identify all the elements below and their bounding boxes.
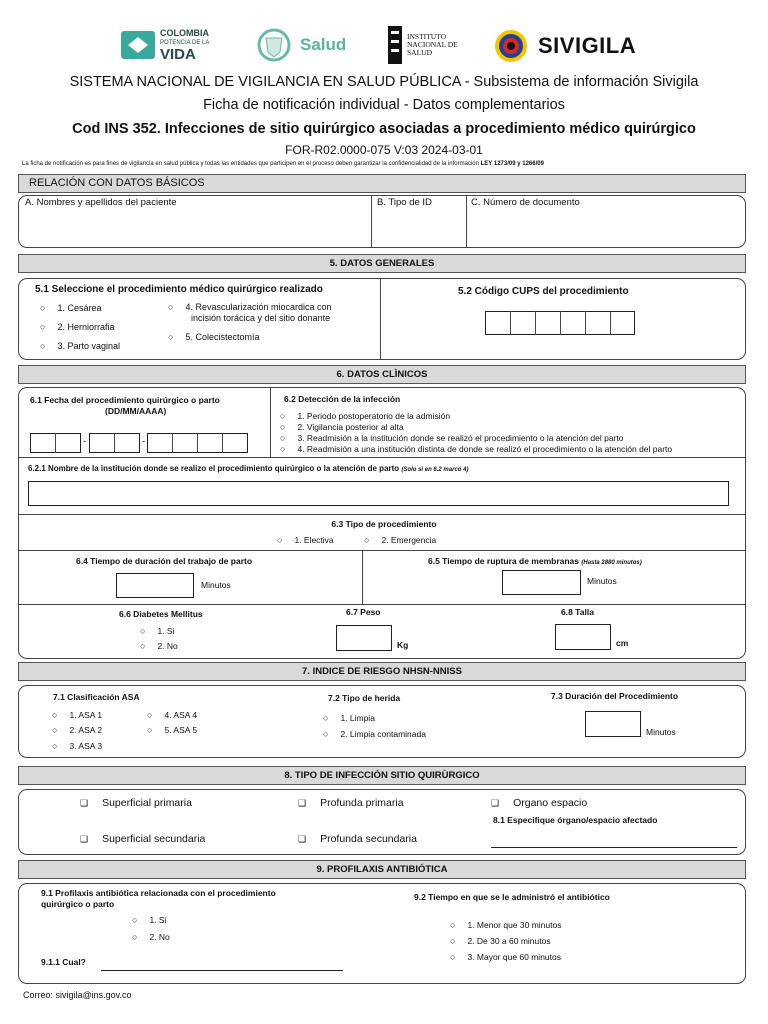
date-divider [197, 433, 198, 453]
cups-divider [535, 311, 536, 335]
procedure-label: 5.1 Seleccione el procedimiento médico quirúrgico realizado [35, 284, 323, 295]
checkbox-superficial-secundaria[interactable]: ❑ Superficial secundaria [80, 833, 205, 845]
radio-asa-2[interactable]: ○ 2. ASA 2 [52, 725, 102, 735]
section8-bar: 8. TIPO DE INFECCIÓN SITIO QUIRÙRGICO [18, 766, 746, 785]
radio-revascularizacion[interactable]: ○ 4. Revascularización miocardica con [168, 302, 332, 312]
cm-label: cm [616, 638, 629, 648]
radio-parto-vaginal[interactable]: ○ 3. Parto vaginal [40, 341, 120, 351]
divider [270, 387, 271, 457]
footer-email[interactable]: Correo: sivigila@ins.gov.co [23, 990, 132, 1000]
ins-logo: INSTITUTO NACIONAL DE SALUD [388, 26, 458, 64]
diabetes-label: 6.6 Diabetes Mellitus [119, 609, 203, 619]
organ-space-input[interactable] [491, 847, 737, 848]
radio-diabetes-si[interactable]: ○ 1. Si [140, 626, 174, 636]
height-input[interactable] [555, 624, 611, 650]
membrane-rupture-input[interactable] [502, 570, 581, 595]
procedure-duration-label: 7.3 Duración del Procedimiento [551, 691, 679, 701]
section5-bar: 5. DATOS GENERALES [18, 254, 746, 273]
ins-emblem-icon [388, 26, 402, 64]
radio-emergencia[interactable]: ○ 2. Emergencia [364, 535, 436, 545]
disclaimer: La ficha de notificación es para fines de vigilancia en salud pública y todas las entidades que participen en el proceso deben garantizar la confidencialidad de la información LEY 1273/09 y 1266/09 [22, 161, 544, 167]
checkbox-profunda-secundaria[interactable]: ❑ Profunda secundaria [298, 833, 417, 845]
radio-detection-3[interactable]: ○ 3. Readmisión a la institución donde se realizó el procedimiento o la atención del parto [280, 433, 623, 443]
version-code: FOR-R02.0000-075 V:03 2024-03-01 [285, 143, 483, 157]
height-label: 6.8 Talla [561, 607, 594, 617]
section6-bar: 6. DATOS CLÌNICOS [18, 365, 746, 384]
labor-duration-label: 6.4 Tiempo de duración del trabajo de parto [76, 556, 253, 566]
radio-prophylaxis-si[interactable]: ○ 1. Si [132, 915, 166, 925]
membrane-rupture-label: 6.5 Tiempo de ruptura de membranas (Hasta 2880 minutos) [428, 556, 642, 566]
wound-type-label: 7.2 Tipo de herida [328, 693, 401, 703]
radio-detection-1[interactable]: ○ 1. Periodo postoperatorio de la admisión [280, 411, 450, 421]
section7-bar: 7. INDICE DE RIESGO NHSN-NNISS [18, 662, 746, 681]
divider [380, 278, 381, 360]
divider [18, 604, 746, 605]
detection-label: 6.2 Detección de la infección [284, 394, 401, 404]
which-antibiotic-label: 9.1.1 Cual? [41, 957, 86, 967]
radio-diabetes-no[interactable]: ○ 2. No [140, 641, 178, 651]
colombia-potencia-logo: COLOMBIA POTENCIA DE LA VIDA [120, 28, 209, 62]
divider [371, 195, 372, 248]
divider [362, 550, 363, 604]
sivigila-eye-icon [492, 28, 530, 64]
radio-asa-5[interactable]: ○ 5. ASA 5 [147, 725, 197, 735]
radio-asa-3[interactable]: ○ 3. ASA 3 [52, 741, 102, 751]
kg-label: Kg [397, 640, 409, 650]
cups-label: 5.2 Código CUPS del procedimiento [458, 286, 629, 297]
date-divider [172, 433, 173, 453]
radio-asa-4[interactable]: ○ 4. ASA 4 [147, 710, 197, 720]
date-label: 6.1 Fecha del procedimiento quirúrgico o parto [30, 395, 220, 405]
date-divider [114, 433, 115, 453]
date-divider [222, 433, 223, 453]
radio-cesarea[interactable]: ○ 1. Cesárea [40, 303, 101, 313]
doc-number-label: C. Número de documento [471, 197, 580, 208]
asa-label: 7.1 Clasificación ASA [53, 692, 140, 702]
membrane-minutes-label: Minutos [587, 576, 617, 586]
salud-logo: Salud [254, 26, 346, 64]
radio-time-3[interactable]: ○ 3. Mayor que 60 minutos [450, 952, 561, 962]
checkbox-superficial-primaria[interactable]: ❑ Superficial primaria [80, 797, 192, 809]
checkbox-organo-espacio[interactable]: ❑ Organo espacio [491, 797, 587, 809]
institution-label: 6.2.1 Nombre de la institución donde se realizo el procedimiento quirúrgico o la atención de parto (Solo si en 6.2 marcó 4) [28, 464, 469, 473]
radio-colecistectomia[interactable]: ○ 5. Colecistectomía [168, 332, 259, 342]
labor-minutes-label: Minutos [201, 580, 231, 590]
procedure-minutes-label: Minutos [646, 727, 676, 737]
radio-herniorrafia[interactable]: ○ 2. Herniorrafia [40, 322, 114, 332]
code-title: Cod INS 352. Infecciones de sitio quirúrgico asociadas a procedimiento médico quirúrgico [72, 121, 696, 137]
radio-limpia-contaminada[interactable]: ○ 2. Limpia contaminada [323, 729, 426, 739]
cups-divider [585, 311, 586, 335]
revascularizacion-line2: incisión torácica y del sitio donante [191, 313, 331, 323]
divider [18, 514, 746, 515]
system-title: SISTEMA NACIONAL DE VIGILANCIA EN SALUD PÚBLICA - Subsistema de información Sivigila [69, 74, 699, 90]
procedure-type-label: 6.3 Tipo de procedimiento [331, 519, 437, 529]
date-dash: - [83, 436, 87, 447]
which-antibiotic-input[interactable] [101, 970, 343, 971]
prophylaxis-label-2: quirúrgico o parto [41, 899, 115, 909]
date-dash: - [142, 436, 146, 447]
divider [18, 457, 746, 458]
patient-name-label: A. Nombres y apellidos del paciente [25, 197, 177, 208]
radio-asa-1[interactable]: ○ 1. ASA 1 [52, 710, 102, 720]
divider [18, 550, 746, 551]
radio-electiva[interactable]: ○ 1. Electiva [277, 535, 334, 545]
radio-limpia[interactable]: ○ 1. Limpia [323, 713, 375, 723]
prophylaxis-label: 9.1 Profilaxis antibiótica relacionada con el procedimiento [41, 888, 276, 898]
form-title: Ficha de notificación individual - Datos complementarios [203, 97, 565, 113]
coat-of-arms-icon [254, 26, 294, 64]
checkbox-profunda-primaria[interactable]: ❑ Profunda primaria [298, 797, 404, 809]
colombia-emblem-icon [120, 29, 156, 61]
procedure-duration-input[interactable] [585, 711, 641, 737]
date-format-label: (DD/MM/AAAA) [105, 406, 167, 416]
radio-time-2[interactable]: ○ 2. De 30 a 60 minutos [450, 936, 551, 946]
section9-bar: 9. PROFILAXIS ANTIBIÓTICA [18, 860, 746, 879]
labor-duration-input[interactable] [116, 573, 194, 598]
cups-divider [610, 311, 611, 335]
organ-space-label: 8.1 Especifique órgano/espacio afectado [493, 815, 658, 825]
weight-input[interactable] [336, 625, 392, 651]
date-divider [55, 433, 56, 453]
antibiotic-time-label: 9.2 Tiempo en que se le administró el antibiótico [414, 892, 610, 902]
cups-divider [560, 311, 561, 335]
cups-divider [510, 311, 511, 335]
basic-data-bar: RELACIÓN CON DATOS BÁSICOS [18, 174, 746, 193]
institution-input[interactable] [28, 481, 729, 506]
radio-detection-4[interactable]: ○ 4. Readmisión a una institución distinta de donde se realizó el procedimiento o la atención del parto [280, 444, 672, 454]
id-type-label: B. Tipo de ID [377, 197, 432, 208]
radio-time-1[interactable]: ○ 1. Menor que 30 minutos [450, 920, 561, 930]
sivigila-logo: SIVIGILA [492, 28, 636, 64]
weight-label: 6.7 Peso [346, 607, 381, 617]
radio-prophylaxis-no[interactable]: ○ 2. No [132, 932, 170, 942]
divider [466, 195, 467, 248]
radio-detection-2[interactable]: ○ 2. Vigilancia posterior al alta [280, 422, 404, 432]
section9-box [18, 883, 746, 984]
